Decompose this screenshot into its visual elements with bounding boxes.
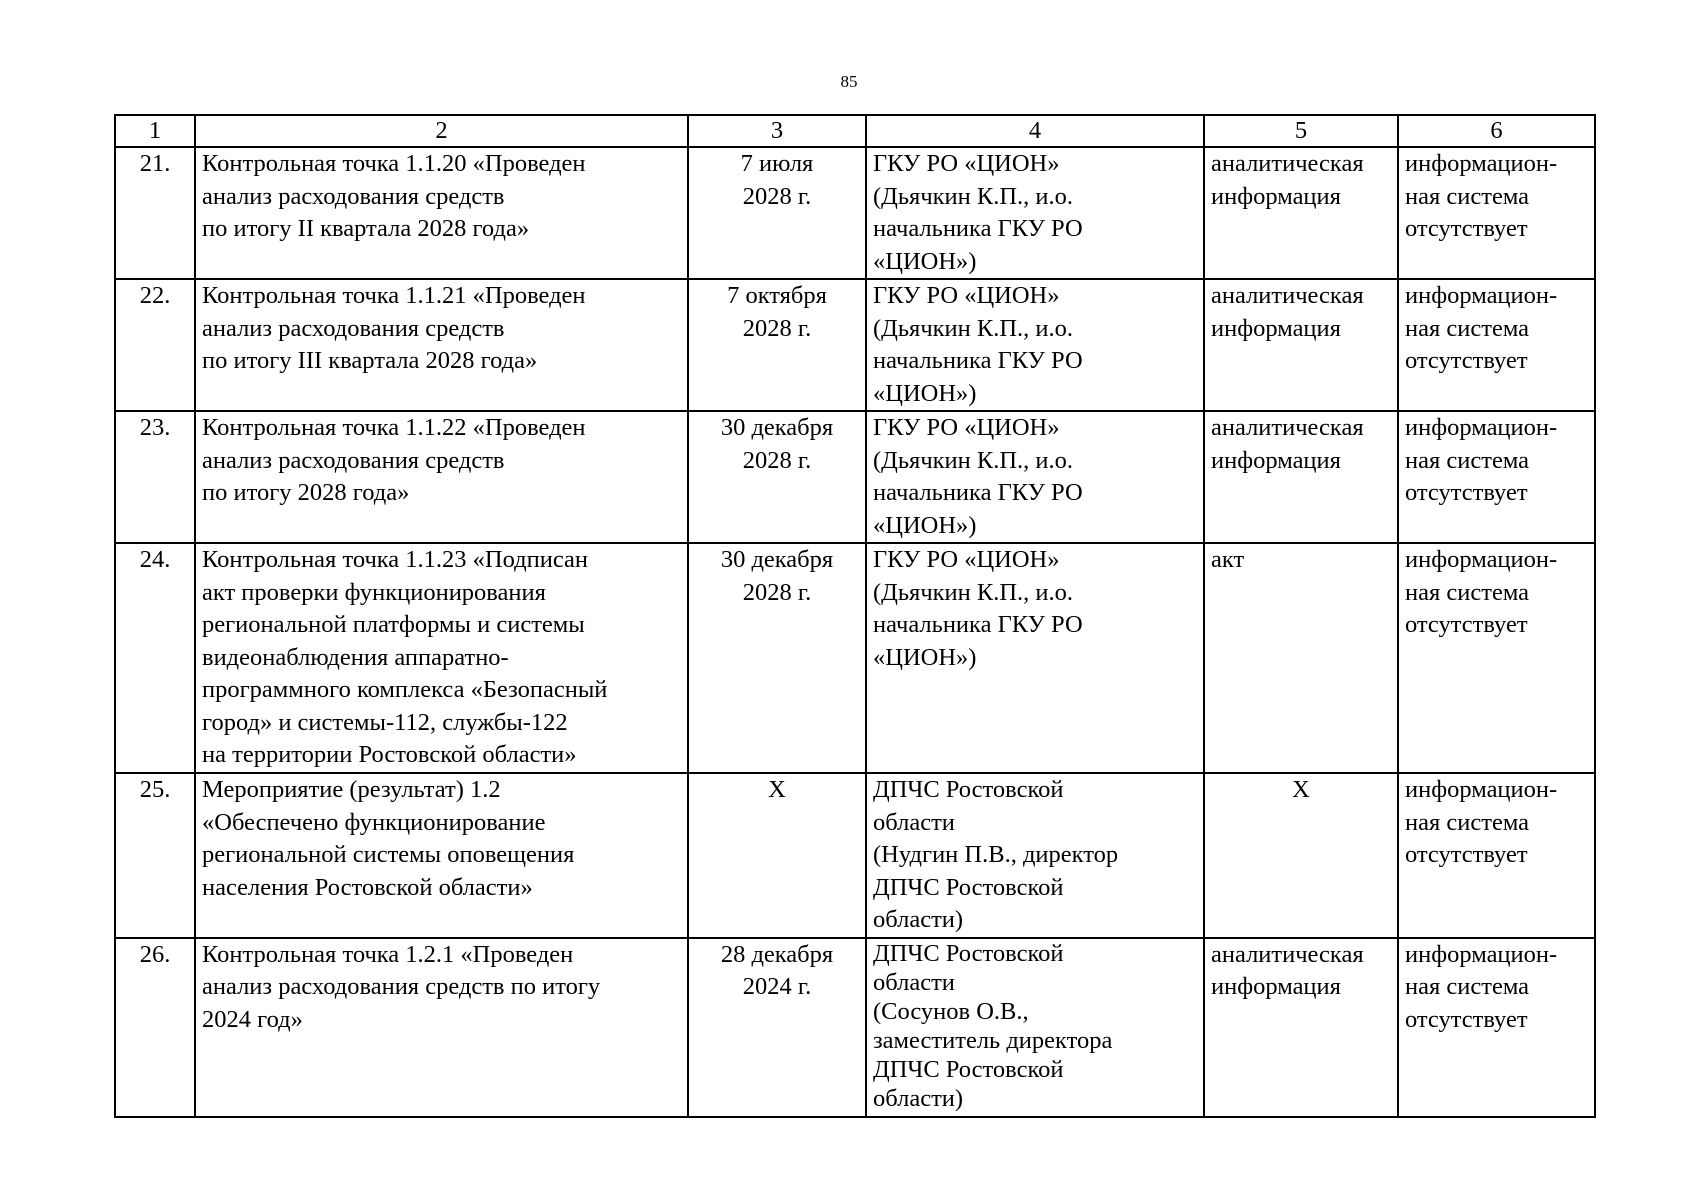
description-cell <box>195 279 688 411</box>
info-system-line: ная система <box>1405 808 1530 836</box>
row-number-cell <box>115 279 195 411</box>
row-number: 21. <box>139 150 171 177</box>
responsible-cell <box>866 543 1204 773</box>
description-line: 2024 год» <box>202 1005 303 1033</box>
row-number-cell <box>115 543 195 773</box>
responsible-line: ГКУ РО «ЦИОН» <box>873 150 1060 177</box>
document-type-line: информация <box>1211 182 1341 210</box>
responsible-line: начальника ГКУ РО <box>873 215 1083 242</box>
description-line: по итогу 2028 года» <box>202 479 410 506</box>
description-line: город» и системы-112, службы-122 <box>202 708 568 736</box>
document-type-line: информация <box>1211 446 1341 474</box>
document-type-line: акт <box>1211 546 1245 573</box>
description-line: населения Ростовской области» <box>202 873 533 901</box>
info-system-line: информацион- <box>1405 776 1558 803</box>
responsible-line: области <box>873 808 955 836</box>
date-cell <box>688 938 866 1117</box>
responsible-line: «ЦИОН») <box>873 511 977 539</box>
info-system-line: отсутствует <box>1405 1005 1528 1033</box>
info-system-line: информацион- <box>1405 150 1558 177</box>
header-col-3: 3 <box>688 115 866 147</box>
document-type-line: аналитическая <box>1211 282 1364 309</box>
date-line: Х <box>768 776 786 803</box>
document-type-cell <box>1204 147 1398 279</box>
responsible-line: начальника ГКУ РО <box>873 611 1083 638</box>
description-line: Контрольная точка 1.1.23 «Подписан <box>202 546 589 573</box>
table-body <box>115 147 1595 1117</box>
description-line: по итогу II квартала 2028 года» <box>202 215 530 242</box>
date-line: 2028 г. <box>742 314 812 342</box>
info-system-cell <box>1398 773 1595 938</box>
info-system-line: ная система <box>1405 446 1530 474</box>
document-type-line: информация <box>1211 973 1341 1000</box>
header-row <box>115 115 1595 147</box>
description-line: программного комплекса «Безопасный <box>202 676 608 703</box>
description-line: Мероприятие (результат) 1.2 <box>202 776 501 803</box>
description-line: анализ расходования средств <box>202 446 505 474</box>
date-line: 2028 г. <box>742 578 812 606</box>
date-cell <box>688 147 866 279</box>
responsible-line: (Дьячкин К.П., и.о. <box>873 578 1074 606</box>
row-number: 25. <box>139 776 171 803</box>
responsible-line: ГКУ РО «ЦИОН» <box>873 414 1060 441</box>
date-line: 7 октября <box>727 282 827 309</box>
table-row <box>115 279 1595 411</box>
description-line: анализ расходования средств <box>202 182 505 210</box>
row-number-cell <box>115 147 195 279</box>
date-line: 2028 г. <box>742 182 812 210</box>
info-system-line: информацион- <box>1405 940 1558 968</box>
info-system-cell <box>1398 147 1595 279</box>
document-type-line: информация <box>1211 314 1341 342</box>
responsible-line: области <box>873 968 955 996</box>
info-system-line: информацион- <box>1405 414 1558 441</box>
description-line: анализ расходования средств по итогу <box>202 973 601 1000</box>
info-system-cell <box>1398 411 1595 543</box>
responsible-line: ДПЧС Ростовской <box>873 776 1064 803</box>
responsible-cell <box>866 938 1204 1117</box>
date-line: 30 декабря <box>720 414 834 441</box>
info-system-line: ная система <box>1405 314 1530 342</box>
description-line: Контрольная точка 1.1.22 «Проведен <box>202 414 586 441</box>
responsible-line: «ЦИОН») <box>873 247 977 275</box>
description-cell <box>195 147 688 279</box>
info-system-cell <box>1398 938 1595 1117</box>
row-number-cell <box>115 773 195 938</box>
row-number: 24. <box>139 546 171 573</box>
responsible-line: (Дьячкин К.П., и.о. <box>873 314 1074 342</box>
description-line: региональной платформы и системы <box>202 611 585 638</box>
info-system-line: ная система <box>1405 973 1530 1000</box>
responsible-cell <box>866 773 1204 938</box>
responsible-line: «ЦИОН») <box>873 643 977 671</box>
description-line: акт проверки функционирования <box>202 578 546 606</box>
document-type-line: Х <box>1292 776 1310 803</box>
header-col-4: 4 <box>866 115 1204 147</box>
header-col-5: 5 <box>1204 115 1398 147</box>
responsible-line: заместитель директора <box>873 1026 1113 1054</box>
info-system-line: ная система <box>1405 578 1530 606</box>
info-system-line: отсутствует <box>1405 479 1528 506</box>
date-cell <box>688 543 866 773</box>
responsible-line: ДПЧС Ростовской <box>873 873 1064 901</box>
responsible-cell <box>866 147 1204 279</box>
responsible-line: ДПЧС Ростовской <box>873 1055 1064 1083</box>
control-points-table <box>114 114 1596 1118</box>
row-number: 23. <box>139 414 171 441</box>
description-line: Контрольная точка 1.1.21 «Проведен <box>202 282 586 309</box>
info-system-line: информацион- <box>1405 546 1558 573</box>
info-system-line: отсутствует <box>1405 347 1528 374</box>
responsible-line: «ЦИОН») <box>873 379 977 407</box>
responsible-line: ДПЧС Ростовской <box>873 939 1064 967</box>
date-cell <box>688 279 866 411</box>
description-cell <box>195 773 688 938</box>
header-col-6: 6 <box>1398 115 1595 147</box>
table-row <box>115 938 1595 1117</box>
description-line: анализ расходования средств <box>202 314 505 342</box>
row-number-cell <box>115 411 195 543</box>
document-type-line: аналитическая <box>1211 414 1364 441</box>
table-row <box>115 147 1595 279</box>
info-system-line: информацион- <box>1405 282 1558 309</box>
description-line: «Обеспечено функционирование <box>202 808 546 836</box>
responsible-line: начальника ГКУ РО <box>873 347 1083 374</box>
row-number: 26. <box>139 940 171 968</box>
description-line: Контрольная точка 1.2.1 «Проведен <box>202 940 574 968</box>
info-system-line: отсутствует <box>1405 215 1528 242</box>
description-cell <box>195 543 688 773</box>
document-type-cell <box>1204 279 1398 411</box>
table-row <box>115 543 1595 773</box>
document-type-line: аналитическая <box>1211 940 1364 968</box>
date-line: 2024 г. <box>742 973 812 1000</box>
date-cell <box>688 411 866 543</box>
date-line: 28 декабря <box>720 940 834 968</box>
info-system-line: отсутствует <box>1405 611 1528 638</box>
responsible-line: (Дьячкин К.П., и.о. <box>873 182 1074 210</box>
description-line: Контрольная точка 1.1.20 «Проведен <box>202 150 586 177</box>
info-system-line: отсутствует <box>1405 841 1528 868</box>
description-line: по итогу III квартала 2028 года» <box>202 347 538 374</box>
document-type-cell <box>1204 938 1398 1117</box>
description-cell <box>195 938 688 1117</box>
info-system-cell <box>1398 279 1595 411</box>
row-number-cell <box>115 938 195 1117</box>
description-cell <box>195 411 688 543</box>
responsible-line: начальника ГКУ РО <box>873 479 1083 506</box>
responsible-cell <box>866 411 1204 543</box>
responsible-line: (Сосунов О.В., <box>873 997 1029 1025</box>
date-cell <box>688 773 866 938</box>
info-system-line: ная система <box>1405 182 1530 210</box>
row-number: 22. <box>139 282 171 309</box>
responsible-line: области) <box>873 1084 964 1112</box>
responsible-line: ГКУ РО «ЦИОН» <box>873 546 1060 573</box>
document-type-cell <box>1204 543 1398 773</box>
document-type-cell <box>1204 411 1398 543</box>
description-line: на территории Ростовской области» <box>202 741 577 768</box>
responsible-line: ГКУ РО «ЦИОН» <box>873 282 1060 309</box>
info-system-cell <box>1398 543 1595 773</box>
description-line: региональной системы оповещения <box>202 841 575 868</box>
table-row <box>115 411 1595 543</box>
table-row <box>115 773 1595 938</box>
date-line: 30 декабря <box>720 546 834 573</box>
table-header <box>115 115 1595 147</box>
responsible-cell <box>866 279 1204 411</box>
header-col-1: 1 <box>115 115 195 147</box>
responsible-line: (Нудгин П.В., директор <box>873 841 1119 868</box>
date-line: 7 июля <box>740 150 814 177</box>
page-number: 85 <box>840 72 858 91</box>
responsible-line: (Дьячкин К.П., и.о. <box>873 446 1074 474</box>
header-col-2: 2 <box>195 115 688 147</box>
date-line: 2028 г. <box>742 446 812 474</box>
description-line: видеонаблюдения аппаратно- <box>202 643 509 671</box>
document-type-line: аналитическая <box>1211 150 1364 177</box>
document-type-cell <box>1204 773 1398 938</box>
responsible-line: области) <box>873 906 964 933</box>
